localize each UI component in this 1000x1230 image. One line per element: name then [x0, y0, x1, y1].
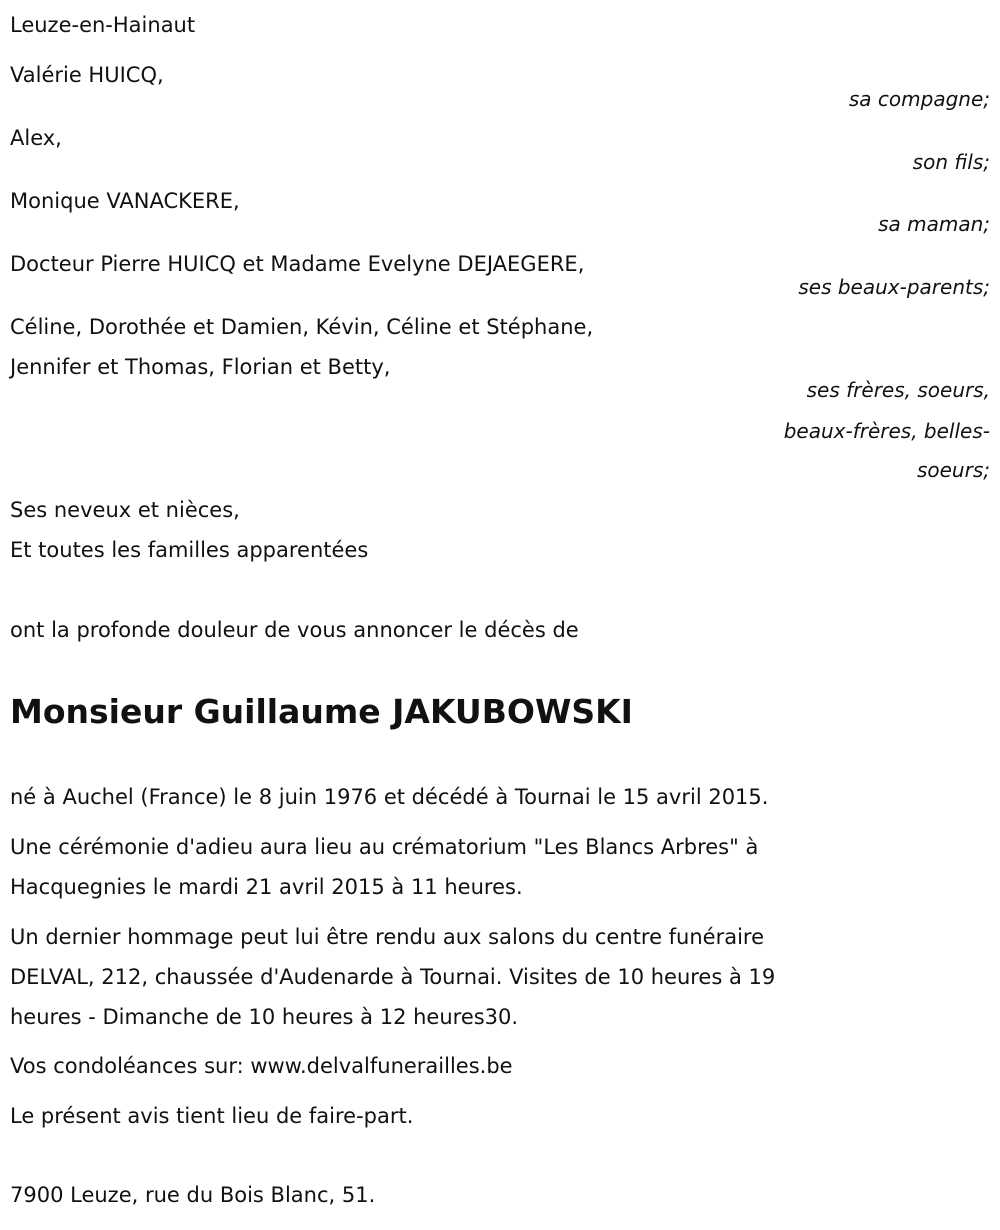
visit-line: DELVAL, 212, chaussée d'Audenarde à Tournai. Visites de 10 heures à 19: [10, 965, 776, 989]
birth-death: né à Auchel (France) le 8 juin 1976 et décédé à Tournai le 15 avril 2015.: [10, 785, 769, 809]
condolences-label: Vos condoléances sur:: [10, 1054, 251, 1078]
condolences-link[interactable]: www.delvalfunerailles.be: [250, 1054, 513, 1078]
address: 7900 Leuze, rue du Bois Blanc, 51.: [10, 1183, 376, 1207]
family-member-relation: sa compagne;: [848, 87, 990, 111]
family-member-relation: ses frères, soeurs,: [806, 378, 990, 402]
family-member-name: Docteur Pierre HUICQ et Madame Evelyne DEJAEGERE,: [10, 252, 585, 276]
notice: Le présent avis tient lieu de faire-part.: [10, 1104, 414, 1128]
deceased-name: Monsieur Guillaume JAKUBOWSKI: [10, 692, 633, 731]
ceremony-line: Une cérémonie d'adieu aura lieu au crématorium "Les Blancs Arbres" à: [10, 835, 759, 859]
family-member-relation: ses beaux-parents;: [798, 275, 990, 299]
announcement: ont la profonde douleur de vous annoncer le décès de: [10, 618, 579, 642]
family-member-name: Jennifer et Thomas, Florian et Betty,: [10, 355, 391, 379]
family-member-name: Valérie HUICQ,: [10, 63, 164, 87]
others-line: Ses neveux et nièces,: [10, 498, 240, 522]
family-member-relation: soeurs;: [916, 458, 990, 482]
place-heading: Leuze-en-Hainaut: [10, 13, 196, 37]
family-member-name: Monique VANACKERE,: [10, 189, 240, 213]
family-member-relation: beaux-frères, belles-: [783, 419, 990, 443]
condolences: [10, 1046, 513, 1086]
family-member-relation: sa maman;: [878, 212, 990, 236]
visit-line: Un dernier hommage peut lui être rendu aux salons du centre funéraire: [10, 925, 765, 949]
family-member-name: Céline, Dorothée et Damien, Kévin, Céline et Stéphane,: [10, 315, 594, 339]
visit-line: heures - Dimanche de 10 heures à 12 heures30.: [10, 1005, 519, 1029]
family-member-relation: son fils;: [912, 150, 990, 174]
ceremony-line: Hacquegnies le mardi 21 avril 2015 à 11 heures.: [10, 875, 523, 899]
others-line: Et toutes les familles apparentées: [10, 538, 369, 562]
family-member-name: Alex,: [10, 126, 62, 150]
